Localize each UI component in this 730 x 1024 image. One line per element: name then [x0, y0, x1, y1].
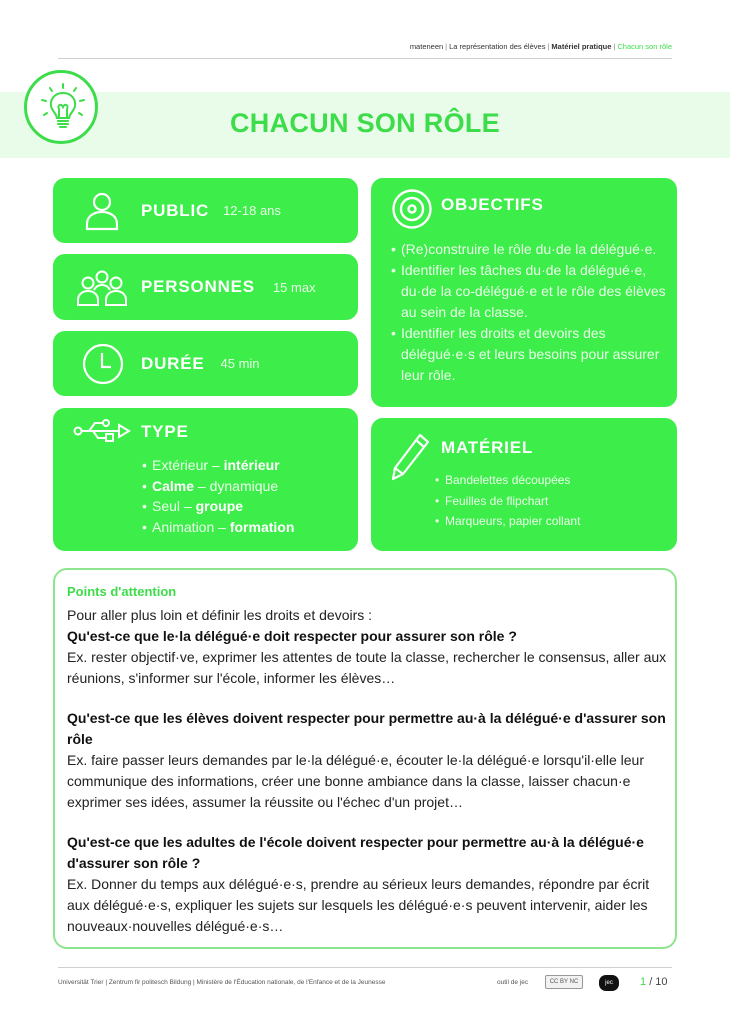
objectif-item: • Identifier les tâches du·de la délégué·e, du·de la co-délégué·e et le rôle des élèves au sein de la classe.	[391, 260, 671, 323]
type-item: • Calme – dynamique	[142, 476, 294, 497]
materiel-item: • Bandelettes découpées	[435, 470, 580, 491]
duree-card	[53, 331, 358, 396]
objectifs-label: OBJECTIFS	[441, 195, 544, 214]
public-value: 12-18 ans	[223, 203, 281, 218]
group-icon	[77, 270, 127, 306]
public-label: PUBLIC	[141, 200, 210, 220]
pencil-icon	[389, 432, 431, 482]
attention-title: Points d'attention	[67, 584, 177, 599]
partner-name: Ministère de l'Éducation nationale, de l'Enfance et de la Jeunesse	[196, 979, 386, 986]
materiel-item: • Marqueurs, papier collant	[435, 511, 580, 532]
attention-question: Qu'est-ce que le·la délégué·e doit respecter pour assurer son rôle ?	[67, 628, 517, 644]
clock-icon	[82, 343, 124, 385]
cc-license-icon: CC BY NC	[545, 975, 583, 989]
materiel-card	[371, 418, 677, 551]
page-total: / 10	[649, 976, 668, 988]
objectif-item: • Identifier les droits et devoirs des délégué·e·s et leurs besoins pour assurer leur rôle.	[391, 323, 671, 386]
partner-name: Universität Trier	[58, 979, 104, 986]
objectif-item: • (Re)construire le rôle du·de la délégué·e.	[391, 239, 671, 260]
jec-logo-icon: jec	[599, 975, 619, 991]
target-icon	[391, 188, 433, 230]
attention-answer: Ex. rester objectif·ve, exprimer les attentes de toute la classe, rechercher le consensus, aller aux réunions, s'informer sur l'école, informer les élèves…	[67, 649, 667, 686]
breadcrumb-item[interactable]: mateneen	[409, 42, 444, 51]
partner-name: Zentrum fir politesch Bildung	[108, 979, 192, 986]
personnes-label: PERSONNES	[141, 277, 255, 296]
personnes-card	[53, 254, 358, 320]
type-item: • Animation – formation	[142, 517, 294, 538]
type-list	[142, 455, 294, 537]
breadcrumb-item[interactable]: La représentation des élèves	[449, 42, 546, 51]
footer-partners: Universität Trier | Zentrum fir politesch Bildung | Ministère de l'Éducation nationale, de l'Enfance et de la Jeunesse	[58, 979, 386, 986]
person-icon	[83, 191, 121, 231]
materiel-label: MATÉRIEL	[441, 438, 534, 457]
materiel-list	[435, 470, 580, 532]
page-title: CHACUN SON RÔLE	[229, 108, 500, 138]
personnes-value: 15 max	[272, 279, 316, 295]
footer-tool-label: outil de jec	[497, 979, 529, 986]
breadcrumb: mateneen | La représentation des élèves | Matériel pratique | Chacun son rôle	[409, 42, 672, 51]
breadcrumb-item[interactable]: Matériel pratique	[551, 42, 612, 51]
breadcrumb-current: Chacun son rôle	[617, 42, 672, 51]
usb-icon	[73, 418, 131, 444]
type-item: • Extérieur – intérieur	[142, 455, 294, 476]
materiel-item: • Feuilles de flipchart	[435, 491, 580, 512]
attention-question: Qu'est-ce que les élèves doivent respecter pour permettre au·à la délégué·e d'assurer son rôle	[67, 710, 666, 747]
attention-intro: Pour aller plus loin et définir les droits et devoirs :	[67, 607, 373, 623]
attention-answer: Ex. Donner du temps aux délégué·e·s, prendre au sérieux leurs demandes, répondre par écrit aux délégué·e·s, expliquer les sujets sur lesquels les délégué·e·s peuvent intervenir, aider les nouveaux·nouvelles délégué·e·s…	[67, 876, 650, 934]
duree-label: DURÉE	[141, 353, 205, 373]
type-item: • Seul – groupe	[142, 496, 294, 517]
objectifs-card	[371, 178, 677, 407]
bottom-divider	[58, 967, 672, 968]
page-indicator	[640, 976, 668, 988]
attention-answer: Ex. faire passer leurs demandes par le·la délégué·e, écouter le·la délégué·e lorsqu'il·elle leur communique des informations, créer une bonne ambiance dans la classe, laisser chacun·e exprimer ses idées, assumer la réussite ou l'échec d'un projet…	[67, 752, 644, 810]
attention-box	[53, 568, 677, 949]
type-label: TYPE	[141, 422, 189, 441]
top-divider	[58, 58, 672, 59]
attention-question: Qu'est-ce que les adultes de l'école doivent respecter pour permettre au·à la délégué·e d'assurer son rôle ?	[67, 834, 644, 871]
page-current: 1	[640, 976, 647, 988]
duree-value: 45 min	[220, 356, 260, 371]
public-card	[53, 178, 358, 243]
type-card	[53, 408, 358, 551]
objectifs-list	[391, 239, 671, 386]
